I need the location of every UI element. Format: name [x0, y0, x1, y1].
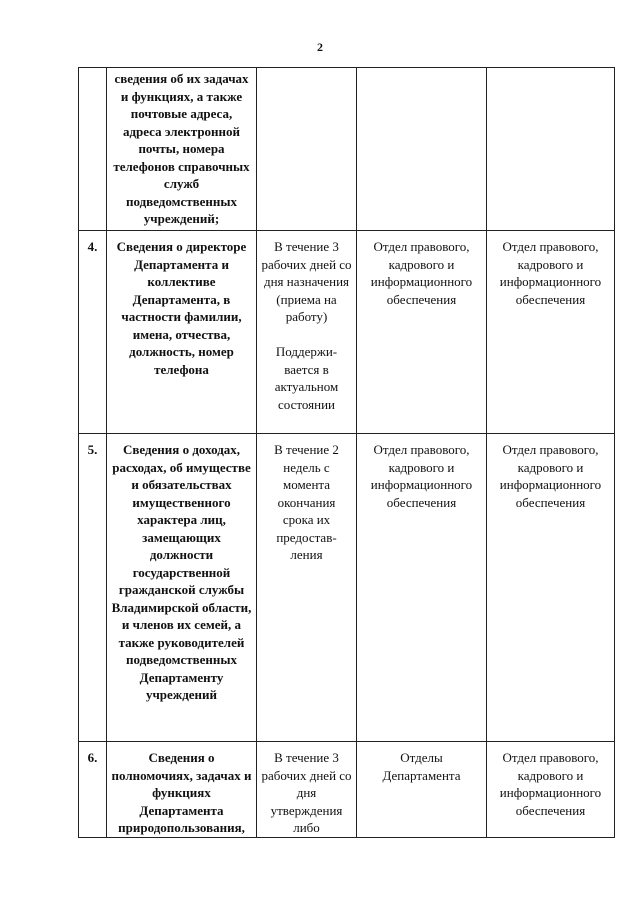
row-deadline: [257, 68, 357, 231]
table-row: [79, 68, 615, 231]
row-content: Сведения о полномочиях, задачах и функциях Департамента природопользования,: [107, 742, 257, 838]
row-number: 5.: [79, 434, 107, 742]
row-deadline: [257, 434, 357, 742]
page-number: 2: [317, 40, 323, 54]
row-provider: Отдел правового, кадрового и информационного обеспечения: [487, 742, 615, 838]
row-deadline: [257, 231, 357, 434]
deadline-text: В течение 3 рабочих дней со дня назначения (приема на работу): [261, 239, 352, 324]
deadline-text: В течение 2 недель с момента окончания срока их предостав-ления: [274, 442, 339, 562]
deadline-extra-text: Поддержи-вается в актуальном состоянии: [274, 344, 339, 412]
row-deadline: [257, 742, 357, 838]
row-responsible: [357, 68, 487, 231]
row-content: Сведения о доходах, расходах, об имуществе и обязательствах имущественного характера лиц, замещающих должности государственной гражданской службы Владимирской области, и членов их семей, а также руководителей подведомственных Департаменту учреждений: [107, 434, 257, 742]
row-provider: Отдел правового, кадрового и информационного обеспечения: [487, 434, 615, 742]
row-content: Сведения о директоре Департамента и коллективе Департамента, в частности фамилии, имена, отчества, должность, номер телефона: [107, 231, 257, 434]
table-row: [79, 434, 615, 742]
row-provider: [487, 68, 615, 231]
row-content: сведения об их задачах и функциях, а также почтовые адреса, адреса электронной почты, номера телефонов справочных служб подведомственных учреждений;: [107, 68, 257, 231]
row-number: 6.: [79, 742, 107, 838]
row-number: 4.: [79, 231, 107, 434]
row-number: [79, 68, 107, 231]
row-responsible: Отделы Департамента: [357, 742, 487, 838]
table-row: [79, 231, 615, 434]
row-responsible: Отдел правового, кадрового и информационного обеспечения: [357, 231, 487, 434]
information-table: [78, 67, 615, 838]
row-responsible: Отдел правового, кадрового и информационного обеспечения: [357, 434, 487, 742]
spacer: [261, 326, 352, 344]
table-row: [79, 742, 615, 838]
deadline-text: В течение 3 рабочих дней со дня утверждения либо: [261, 750, 352, 835]
row-provider: Отдел правового, кадрового и информационного обеспечения: [487, 231, 615, 434]
